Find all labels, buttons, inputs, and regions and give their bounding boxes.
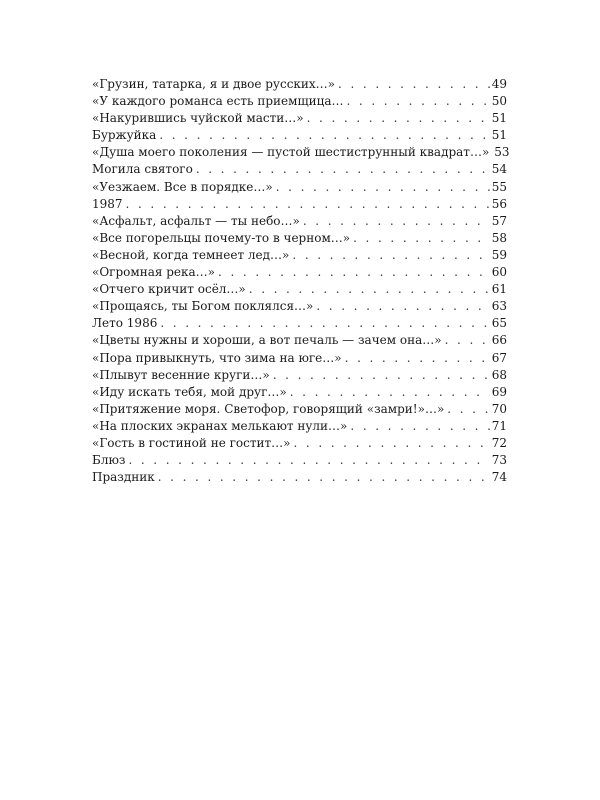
page-number: 72	[491, 435, 507, 450]
page-number: 71	[491, 418, 507, 433]
page-number: 51	[491, 111, 507, 126]
toc-entry	[92, 110, 507, 127]
dot-leader	[273, 367, 490, 384]
page-number: 50	[491, 94, 507, 109]
entry-title: «Иду искать тебя, мой друг…»	[92, 384, 287, 399]
dot-leader	[307, 110, 490, 127]
entry-title: «Душа моего поколения — пустой шестиструнный квадрат…»	[92, 145, 490, 160]
dot-leader	[249, 281, 490, 298]
dot-leader	[338, 76, 490, 93]
page-number: 74	[491, 470, 507, 485]
entry-title: Буржуйка	[92, 128, 157, 143]
page-number: 59	[491, 247, 507, 262]
toc-entry	[92, 435, 507, 452]
page-number: 63	[491, 299, 507, 314]
dot-leader	[293, 435, 489, 452]
toc-entry	[92, 196, 507, 213]
entry-title: «Плывут весенние круги…»	[92, 367, 270, 382]
toc-entry	[92, 264, 507, 281]
page-number: 54	[491, 162, 507, 177]
toc-entry	[92, 213, 507, 230]
page-number: 73	[491, 453, 507, 468]
page-number: 60	[491, 265, 507, 280]
entry-title: «Накурившись чуйской масти…»	[92, 111, 304, 126]
toc-entry	[92, 332, 507, 349]
toc-entry	[92, 298, 507, 315]
entry-title: «Притяжение моря. Светофор, говорящий «замри!»…»	[92, 401, 445, 416]
toc-entry	[92, 350, 507, 367]
toc-entry	[92, 418, 507, 435]
dot-leader	[316, 298, 489, 315]
dot-leader	[128, 452, 489, 469]
entry-title: «Отчего кричит осёл…»	[92, 282, 246, 297]
toc-entry	[92, 76, 507, 93]
entry-title: «Весной, когда темнеет лед…»	[92, 247, 290, 262]
page-number: 61	[491, 282, 507, 297]
toc-entry	[92, 93, 507, 110]
dot-leader	[159, 127, 489, 144]
dot-leader	[126, 196, 490, 213]
dot-leader	[290, 384, 490, 401]
page-number: 55	[491, 179, 507, 194]
entry-title: Могила святого	[92, 162, 193, 177]
entry-title: «Пора привыкнуть, что зима на юге…»	[92, 350, 342, 365]
entry-title: «Асфальт, асфальт — ты небо…»	[92, 213, 300, 228]
toc-entry	[92, 469, 507, 486]
toc-entry	[92, 367, 507, 384]
entry-title: «Гость в гостиной не гостит…»	[92, 435, 291, 450]
toc-entry	[92, 161, 507, 178]
dot-leader	[196, 161, 490, 178]
entry-title: 1987	[92, 196, 123, 211]
entry-title: «На плоских экранах мелькают нули…»	[92, 418, 348, 433]
entry-title: «Прощаясь, ты Богом поклялся…»	[92, 299, 314, 314]
entry-title: Лето 1986	[92, 316, 158, 331]
page-number: 57	[491, 213, 507, 228]
page-number: 65	[491, 316, 507, 331]
toc-entry	[92, 384, 507, 401]
entry-title: «Все погорельцы почему-то в черном…»	[92, 230, 351, 245]
dot-leader	[445, 332, 490, 349]
page-number: 69	[491, 384, 507, 399]
entry-title: «У каждого романса есть приемщица…	[92, 94, 344, 109]
page-number: 53	[494, 145, 510, 160]
toc-entry	[92, 179, 507, 196]
page-number: 68	[491, 367, 507, 382]
dot-leader	[160, 315, 489, 332]
dot-leader	[303, 213, 490, 230]
toc-entry	[92, 144, 510, 161]
toc-entry	[92, 127, 507, 144]
toc-entry	[92, 281, 507, 298]
dot-leader	[347, 93, 490, 110]
dot-leader	[292, 247, 489, 264]
entry-title: «Огромная река…»	[92, 265, 216, 280]
page-number: 56	[491, 196, 507, 211]
page-number: 67	[491, 350, 507, 365]
page-number: 58	[491, 230, 507, 245]
dot-leader	[447, 401, 489, 418]
toc-entry	[92, 315, 507, 332]
page-number: 49	[491, 77, 507, 91]
entry-title: Праздник	[92, 470, 155, 485]
entry-title: «Уезжаем. Все в порядке…»	[92, 179, 273, 194]
dot-leader	[353, 230, 490, 247]
toc-entry	[92, 401, 507, 418]
page-number: 70	[491, 401, 507, 416]
dot-leader	[158, 469, 490, 486]
page-number: 51	[491, 128, 507, 143]
dot-leader	[276, 179, 490, 196]
toc-entry	[92, 230, 507, 247]
page-number: 66	[491, 333, 507, 348]
dot-leader	[218, 264, 490, 281]
toc-entry	[92, 452, 507, 469]
entry-title: Блюз	[92, 453, 126, 468]
entry-title: «Грузин, татарка, я и двое русских…»	[92, 77, 336, 91]
toc-entry	[92, 247, 507, 264]
entry-title: «Цветы нужны и хороши, а вот печаль — зачем она…»	[92, 333, 442, 348]
dot-leader	[345, 350, 490, 367]
table-of-contents	[92, 76, 510, 486]
dot-leader	[350, 418, 489, 435]
